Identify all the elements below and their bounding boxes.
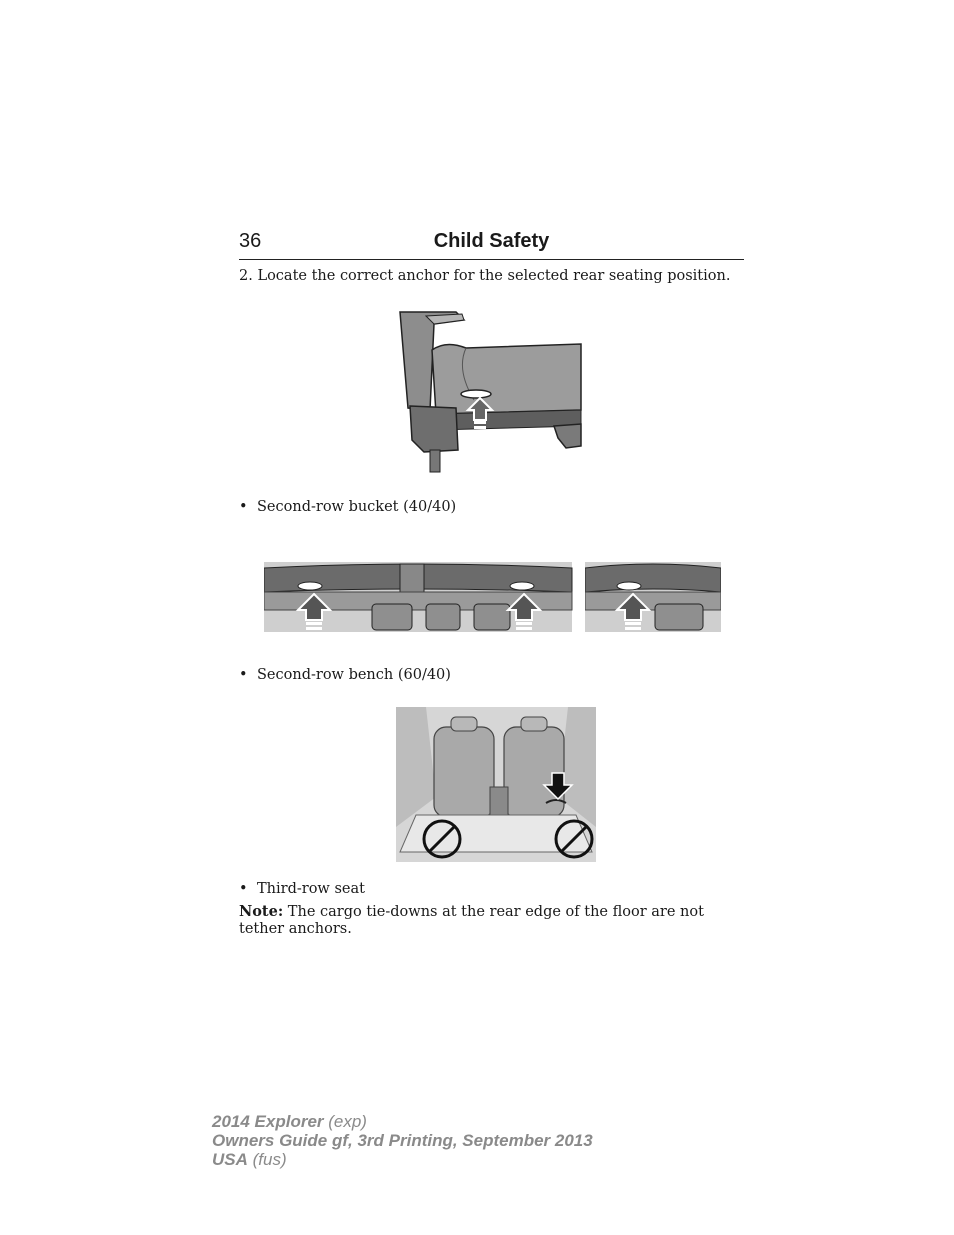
bench-seat-40-illustration [585, 562, 721, 634]
footer-market-code: (fus) [247, 1150, 287, 1169]
section-title: Child Safety [433, 230, 550, 252]
note-paragraph [239, 903, 744, 938]
caption-third-row: Third-row seat [257, 881, 365, 897]
footer-model: 2014 Explorer [212, 1112, 324, 1131]
bench-seat-illustration [264, 562, 574, 634]
step-text: 2. Locate the correct anchor for the selected rear seating position. [239, 268, 731, 284]
caption-bench: Second-row bench (60/40) [257, 667, 451, 683]
footer [212, 1112, 593, 1169]
third-row-seat-illustration [396, 707, 596, 862]
footer-guide: Owners Guide gf, 3rd Printing, September 2013 [212, 1131, 593, 1150]
caption-bucket: Second-row bucket (40/40) [257, 499, 457, 515]
note-label: Note: [239, 903, 284, 920]
page-number: 36 [239, 230, 262, 252]
footer-model-code: (exp) [323, 1112, 367, 1131]
note-text: The cargo tie-downs at the rear edge of the floor are not tether anchors. [239, 904, 704, 937]
page-header [239, 229, 744, 260]
footer-market: USA [212, 1150, 248, 1169]
list-item: • Second-row bucket (40/40) [239, 499, 457, 515]
list-item: • Second-row bench (60/40) [239, 667, 451, 683]
bucket-seat-illustration [396, 310, 586, 475]
list-item: • Third-row seat [239, 881, 365, 897]
